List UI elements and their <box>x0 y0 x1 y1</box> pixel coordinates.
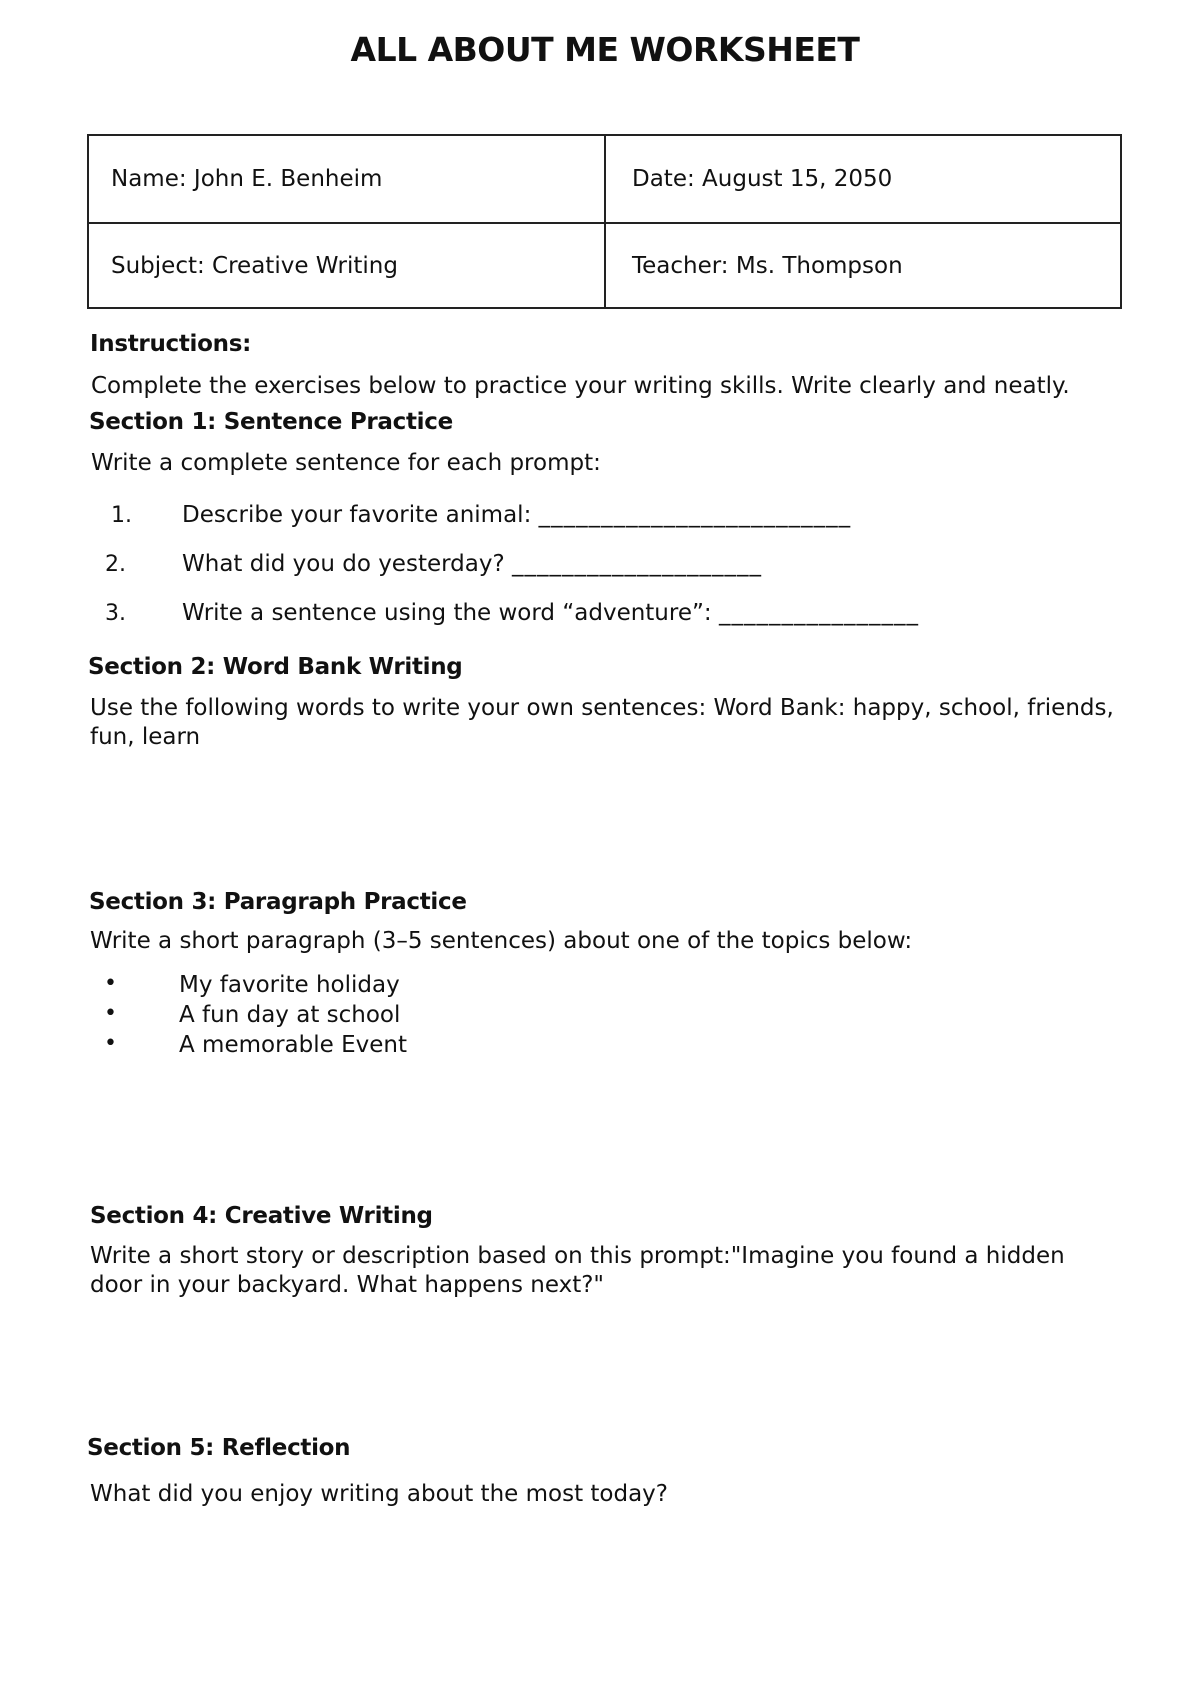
prompt-number: 2. <box>105 552 126 577</box>
section3-intro: Write a short paragraph (3–5 sentences) about one of the topics below: <box>90 928 913 954</box>
prompt-item <box>182 501 851 530</box>
section2-heading: Section 2: Word Bank Writing <box>88 654 463 680</box>
section1-heading: Section 1: Sentence Practice <box>89 409 453 435</box>
answer-blank: _________________________ <box>538 502 852 528</box>
section4-text: Write a short story or description based on this prompt:"Imagine you found a hidden door in your backyard. What happens next?" <box>90 1243 1065 1298</box>
section3-heading: Section 3: Paragraph Practice <box>89 889 467 915</box>
prompt-number: 1. <box>111 503 132 528</box>
section4-heading: Section 4: Creative Writing <box>90 1203 433 1229</box>
teacher-cell: Teacher: Ms. Thompson <box>632 252 903 279</box>
answer-blank: ____________________ <box>512 551 762 577</box>
section5-text: What did you enjoy writing about the most today? <box>90 1481 668 1507</box>
prompt-item <box>182 550 762 579</box>
prompt-text: Write a sentence using the word “adventure”: <box>182 600 719 626</box>
topic-item: My favorite holiday <box>179 972 400 998</box>
name-cell: Name: John E. Benheim <box>89 136 606 224</box>
section2-text: Use the following words to write your own sentences: Word Bank: happy, school, friends, fun, learn <box>90 695 1114 750</box>
page-title: ALL ABOUT ME WORKSHEET <box>350 30 860 69</box>
prompt-number: 3. <box>105 601 126 626</box>
instructions-heading: Instructions: <box>90 331 252 357</box>
bullet-dot: • <box>104 1001 117 1026</box>
answer-blank: ________________ <box>718 600 919 626</box>
section5-heading: Section 5: Reflection <box>87 1435 351 1461</box>
section1-intro: Write a complete sentence for each prompt: <box>91 450 601 476</box>
bullet-dot: • <box>104 971 117 996</box>
info-table <box>87 134 1122 309</box>
bullet-dot: • <box>104 1031 117 1056</box>
date-cell: Date: August 15, 2050 <box>606 136 1120 224</box>
topic-item: A memorable Event <box>179 1032 407 1058</box>
topic-item: A fun day at school <box>179 1002 401 1028</box>
instructions-text: Complete the exercises below to practice your writing skills. Write clearly and neatly. <box>91 373 1070 399</box>
subject-cell: Subject: Creative Writing <box>89 224 606 307</box>
prompt-text: Describe your favorite animal: <box>182 502 539 528</box>
prompt-text: What did you do yesterday? <box>182 551 512 577</box>
prompt-item <box>182 599 919 628</box>
